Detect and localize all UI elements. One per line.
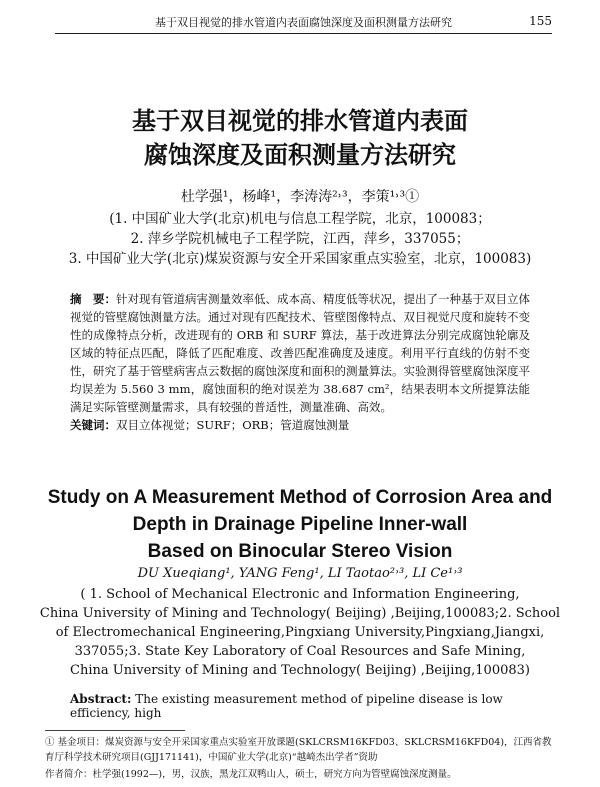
cn-keywords-text: 双目立体视觉；SURF；ORB；管道腐蚀测量	[116, 418, 350, 432]
en-affiliation-5: China University of Mining and Technology( Beijing) ,Beijing,100083)	[70, 663, 530, 678]
cn-abstract	[70, 290, 530, 434]
footnote-rule	[45, 730, 185, 731]
en-affiliation-1: ( 1. School of Mechanical Electronic and Information Engineering,	[80, 587, 520, 602]
cn-keywords	[70, 416, 530, 434]
cn-abstract-text: 针对现有管道病害测量效率低、成本高、精度低等状况，提出了一种基于双目立体视觉的管壁腐蚀测量方法。通过对现有匹配技术、管壁图像特点、双目视觉尺度和旋转不变性的成像特点分析，改进现有的 ORB 和 SURF 算法，基于改进算法分别完成腐蚀轮廓及区域的特征点匹配，降低了匹配难度、改善匹配准确度及速度。利用平行直线的仿射不变性，研究了基于管壁病害点云数据的腐蚀深度和面积的测量算法。实验测得管壁腐蚀深度平均误差为 5.560 3 mm，腐蚀面积的绝对误差为 38.687 cm²，结果表明本文所提算法能满足实际管壁测量需求，具有较强的普适性，测量准确、高效。	[70, 292, 530, 414]
en-title-line-3: Based on Binocular Stereo Vision	[147, 541, 453, 562]
cn-keywords-label: 关键词：	[70, 418, 116, 432]
running-title: 基于双目视觉的排水管道内表面腐蚀深度及面积测量方法研究	[155, 16, 452, 29]
en-title-line-1: Study on A Measurement Method of Corrosion Area and	[47, 487, 553, 508]
en-affiliation-3: of Electromechanical Engineering,Pingxiang University,Pingxiang,Jiangxi,	[55, 625, 545, 640]
cn-affiliation-3: 3. 中国矿业大学(北京)煤炭资源与安全开采国家重点实验室，北京，100083)	[68, 251, 532, 267]
page-number: 155	[529, 14, 552, 28]
cn-title-line-1: 基于双目视觉的排水管道内表面	[132, 106, 468, 135]
footnote-author-bio: 作者简介：杜学强(1992—)，男，汉族，黑龙江双鸭山人，硕士，研究方向为管壁腐蚀深度测量。	[45, 769, 457, 780]
cn-title-line-2: 腐蚀深度及面积测量方法研究	[144, 140, 456, 169]
en-title-line-2: Depth in Drainage Pipeline Inner-wall	[132, 514, 468, 535]
header-rule	[55, 33, 552, 34]
footnote-fund: ① 基金项目：煤炭资源与安全开采国家重点实验室开放课题(SKLCRSM16KFD03、SKLCRSM16KFD04)，江西省教育厅科学技术研究项目(GJJ171141)，中国矿业大学(北京)“越崎杰出学者”资助	[45, 737, 552, 763]
en-abstract-text: The existing measurement method of pipeline disease is low efficiency, high	[70, 692, 503, 720]
en-abstract-label: Abstract:	[70, 692, 132, 706]
en-abstract	[70, 692, 530, 720]
cn-authors: 杜学强¹，杨峰¹，李涛涛²˒³，李策¹˒³①	[180, 189, 420, 205]
en-authors: DU Xueqiang¹, YANG Feng¹, LI Taotao²˒³, LI Ce¹˒³	[137, 566, 463, 581]
en-affiliation-4: 337055;3. State Key Laboratory of Coal Resources and Safe Mining,	[74, 644, 526, 659]
cn-abstract-label: 摘 要：	[70, 292, 116, 306]
cn-affiliation-1: (1. 中国矿业大学(北京)机电与信息工程学院，北京，100083；	[109, 211, 491, 227]
en-affiliation-2: China University of Mining and Technology( Beijing) ,Beijing,100083;2. School	[39, 606, 561, 621]
cn-affiliation-2: 2. 萍乡学院机械电子工程学院，江西，萍乡，337055；	[130, 231, 470, 247]
running-header	[55, 12, 552, 32]
